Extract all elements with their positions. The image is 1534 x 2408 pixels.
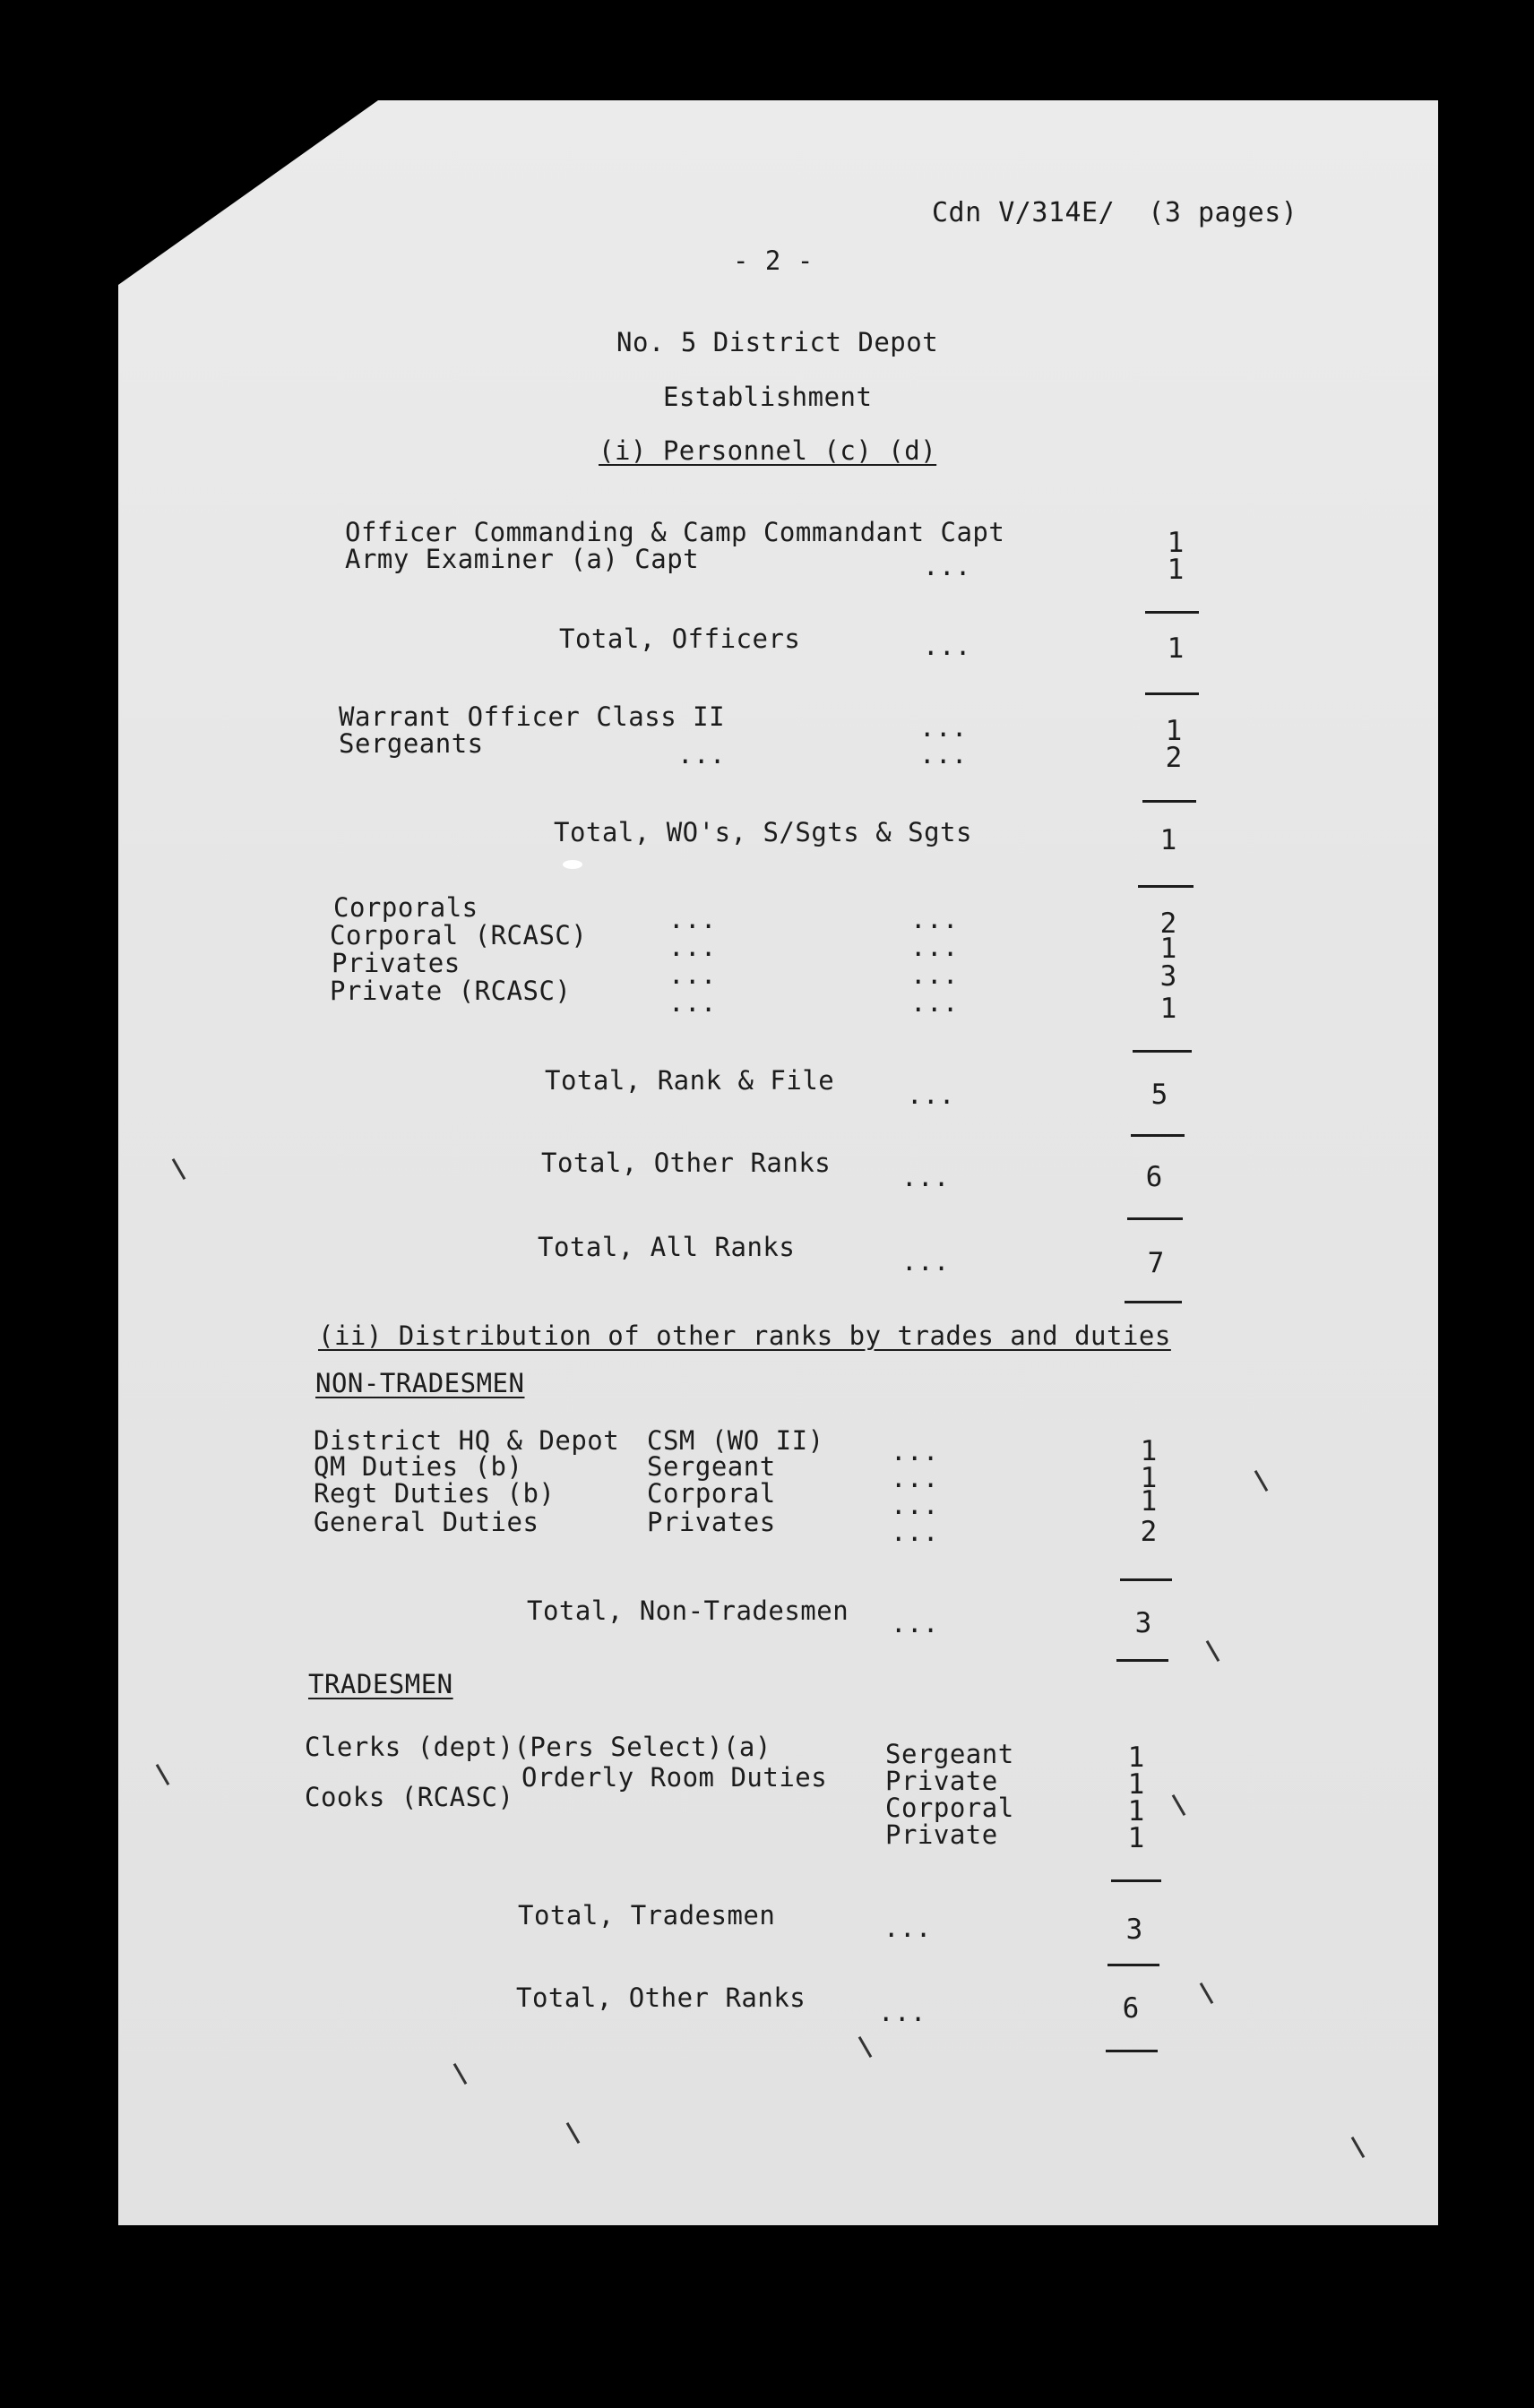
total-tradesmen-value: 3	[1125, 1914, 1143, 1946]
section-heading-personnel: (i) Personnel (c) (d)	[599, 435, 937, 466]
non-tradesmen-rank-2: Sergeant	[647, 1451, 776, 1482]
total-non-tradesmen-value: 3	[1134, 1607, 1152, 1639]
non-tradesmen-value-1: 1	[1140, 1435, 1158, 1467]
tradesmen-line-3: Cooks (RCASC)	[305, 1782, 514, 1812]
tradesmen-rank-3: Corporal	[885, 1793, 1014, 1823]
non-tradesmen-dots-2: ...	[891, 1463, 939, 1493]
page-subtitle: Establishment	[663, 382, 873, 412]
total-tradesmen-label: Total, Tradesmen	[518, 1900, 776, 1931]
non-tradesmen-duty-3: Regt Duties (b)	[314, 1478, 556, 1509]
rank-file-rule	[1133, 1050, 1192, 1053]
total-all-ranks-value: 7	[1147, 1247, 1165, 1279]
non-tradesmen-rank-3: Corporal	[647, 1478, 776, 1509]
non-tradesmen-heading: NON-TRADESMEN	[315, 1368, 525, 1398]
non-tradesmen-value-2: 1	[1140, 1462, 1158, 1494]
rank-file-dots-b4: ...	[910, 987, 959, 1018]
officer-line-1: Officer Commanding & Camp Commandant Capt	[345, 517, 1005, 547]
rank-file-dots-a2: ...	[668, 932, 717, 962]
total-non-tradesmen-label: Total, Non-Tradesmen	[527, 1595, 849, 1626]
final-other-ranks-label: Total, Other Ranks	[516, 1982, 806, 2013]
rank-file-dots-b3: ...	[910, 959, 959, 990]
rank-file-dots-a4: ...	[668, 987, 717, 1018]
tradesmen-rank-1: Sergeant	[885, 1739, 1014, 1769]
total-officers-dots: ...	[923, 631, 971, 661]
wo-line-1: Warrant Officer Class II	[339, 701, 726, 732]
non-tradesmen-dots-4: ...	[891, 1517, 939, 1547]
total-officers-label: Total, Officers	[559, 624, 801, 654]
non-tradesmen-duty-2: QM Duties (b)	[314, 1451, 523, 1482]
rank-file-dots-b1: ...	[910, 904, 959, 934]
wo-value-1: 1	[1165, 715, 1183, 747]
total-non-tradesmen-dots: ...	[891, 1608, 939, 1638]
total-wo-label: Total, WO's, S/Sgts & Sgts	[554, 817, 972, 847]
officer-rule	[1145, 611, 1199, 614]
scan-speck	[563, 860, 582, 869]
non-tradesmen-dots-1: ...	[891, 1436, 939, 1466]
rank-file-total-rule	[1131, 1134, 1185, 1137]
tradesmen-value-1: 1	[1127, 1742, 1145, 1774]
officer-line-2: Army Examiner (a) Capt	[345, 544, 700, 574]
rank-file-value-1: 2	[1159, 907, 1177, 940]
officer-value-1: 1	[1167, 527, 1185, 559]
tradesmen-line-1: Clerks (dept)(Pers Select)(a)	[305, 1732, 771, 1762]
rank-file-line-4: Private (RCASC)	[330, 976, 572, 1006]
section-heading-distribution: (ii) Distribution of other ranks by trades and duties	[318, 1320, 1171, 1351]
rank-file-value-4: 1	[1159, 993, 1177, 1025]
non-tradesmen-dots-3: ...	[891, 1490, 939, 1520]
rank-file-dots-a1: ...	[668, 904, 717, 934]
total-rank-file-label: Total, Rank & File	[545, 1065, 835, 1096]
total-tradesmen-dots: ...	[883, 1913, 932, 1943]
wo-line-2: Sergeants	[339, 728, 484, 759]
non-tradesmen-rule	[1120, 1578, 1172, 1581]
document-reference: Cdn V/314E/ (3 pages)	[932, 197, 1298, 228]
page-title: No. 5 District Depot	[616, 327, 939, 357]
total-other-ranks-dots: ...	[901, 1162, 950, 1192]
officer-value-2: 1	[1167, 554, 1185, 586]
wo-value-2: 2	[1165, 742, 1183, 774]
tradesmen-value-2: 1	[1127, 1768, 1145, 1801]
page-number: - 2 -	[733, 245, 814, 276]
total-other-ranks-value: 6	[1145, 1161, 1163, 1193]
total-all-ranks-dots: ...	[901, 1246, 950, 1277]
other-ranks-rule	[1127, 1217, 1183, 1220]
total-rank-file-dots: ...	[907, 1079, 955, 1110]
tradesmen-rank-2: Private	[885, 1766, 998, 1796]
final-other-ranks-dots: ...	[878, 1997, 926, 2027]
non-tradesmen-value-3: 1	[1140, 1485, 1158, 1518]
total-wo-value: 1	[1159, 824, 1177, 856]
final-other-ranks-rule	[1106, 2050, 1158, 2052]
non-tradesmen-total-rule	[1116, 1659, 1168, 1662]
final-other-ranks-value: 6	[1122, 1992, 1140, 2025]
tradesmen-total-rule	[1107, 1964, 1159, 1966]
rank-file-value-2: 1	[1159, 933, 1177, 965]
tradesmen-heading: TRADESMEN	[308, 1669, 453, 1699]
total-officers-value: 1	[1167, 632, 1185, 665]
total-other-ranks-label: Total, Other Ranks	[541, 1148, 832, 1178]
non-tradesmen-duty-1: District HQ & Depot	[314, 1425, 620, 1456]
wo-dots-2: ...	[677, 739, 726, 770]
officers-total-rule	[1145, 692, 1199, 695]
wo-total-rule	[1138, 885, 1194, 888]
rank-file-line-1: Corporals	[333, 892, 478, 923]
all-ranks-rule	[1125, 1301, 1182, 1303]
tradesmen-value-4: 1	[1127, 1822, 1145, 1854]
total-all-ranks-label: Total, All Ranks	[538, 1232, 796, 1262]
tradesmen-rule	[1111, 1879, 1161, 1882]
rank-file-value-3: 3	[1159, 960, 1177, 993]
tradesmen-line-2: Orderly Room Duties	[521, 1762, 828, 1793]
rank-file-dots-a3: ...	[668, 959, 717, 990]
tradesmen-value-3: 1	[1127, 1795, 1145, 1828]
wo-dots-3: ...	[919, 739, 968, 770]
rank-file-line-3: Privates	[332, 948, 461, 978]
non-tradesmen-rank-4: Privates	[647, 1507, 776, 1537]
wo-dots-1: ...	[919, 712, 968, 743]
non-tradesmen-duty-4: General Duties	[314, 1507, 539, 1537]
total-rank-file-value: 5	[1150, 1079, 1168, 1111]
wo-rule	[1142, 800, 1196, 803]
officer-dots: ...	[923, 551, 971, 581]
non-tradesmen-rank-1: CSM (WO II)	[647, 1425, 824, 1456]
non-tradesmen-value-4: 2	[1140, 1516, 1158, 1548]
rank-file-line-2: Corporal (RCASC)	[330, 920, 588, 950]
tradesmen-rank-4: Private	[885, 1819, 998, 1850]
rank-file-dots-b2: ...	[910, 932, 959, 962]
